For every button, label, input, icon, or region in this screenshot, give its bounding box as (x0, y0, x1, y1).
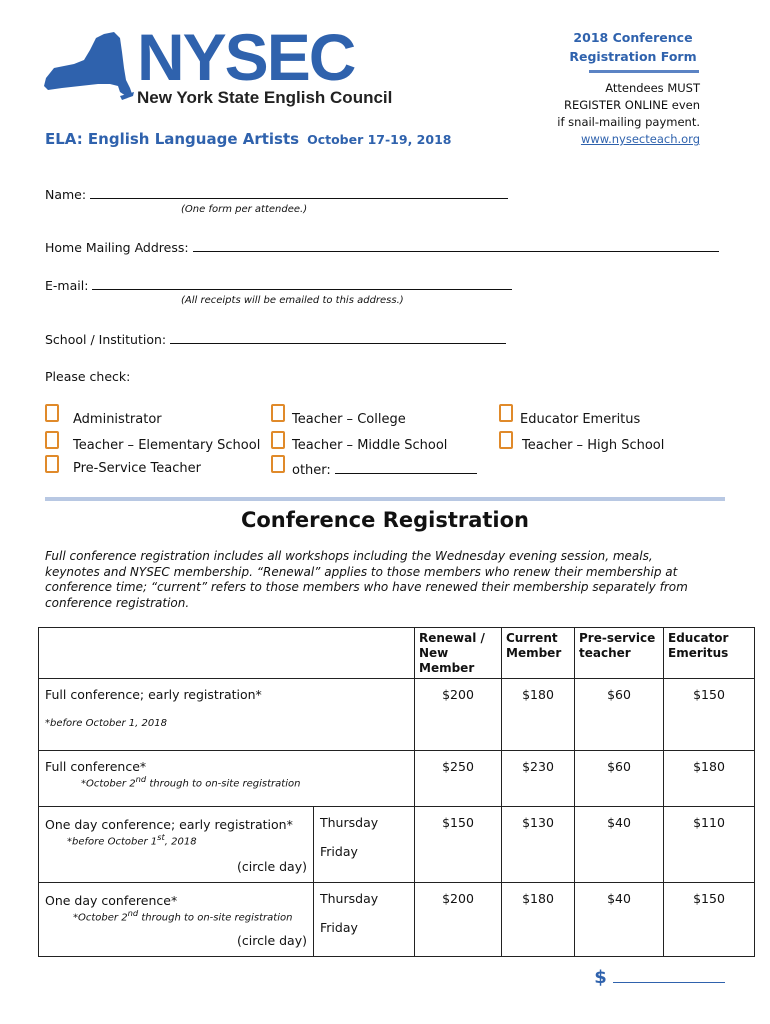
option-teacher-middle: Teacher – Middle School (292, 438, 448, 453)
school-input-line[interactable] (170, 331, 506, 344)
name-field[interactable] (45, 186, 508, 202)
table-row (39, 751, 755, 807)
col-preservice: Pre-service teacher (575, 628, 664, 679)
pricing-table (38, 627, 755, 957)
circle-day-label: (circle day) (237, 859, 307, 875)
checkbox-teacher-high[interactable] (499, 431, 513, 449)
row-label-cell (39, 883, 314, 957)
program-line (45, 130, 451, 148)
day-cell (314, 883, 415, 957)
note-text: *before October 1 (67, 836, 158, 848)
circle-day-label: (circle day) (237, 933, 307, 949)
option-teacher-college: Teacher – College (292, 412, 406, 427)
note-text: *October 2 (81, 778, 136, 790)
price-cell: $230 (502, 751, 575, 807)
note-sup: st (157, 832, 165, 842)
dollar-sign: $ (594, 967, 607, 988)
table-row (39, 883, 755, 957)
note-text: through to on-site registration (146, 778, 301, 790)
day-friday[interactable]: Friday (320, 844, 358, 859)
option-pre-service: Pre-Service Teacher (73, 461, 201, 476)
checkbox-educator-emeritus[interactable] (499, 404, 513, 422)
day-thursday[interactable]: Thursday (320, 815, 379, 830)
table-row (39, 807, 755, 883)
org-logo-text: NYSEC (137, 20, 355, 94)
checkbox-teacher-college[interactable] (271, 404, 285, 422)
email-label: E-mail: (45, 278, 89, 293)
checkbox-pre-service[interactable] (45, 455, 59, 473)
row-label-cell (39, 751, 415, 807)
note-sup: nd (135, 774, 147, 784)
row-note (67, 832, 313, 847)
website-link[interactable]: www.nysecteach.org (580, 132, 700, 146)
day-friday[interactable]: Friday (320, 920, 358, 935)
table-header-row (39, 628, 755, 679)
row-note: *before October 1, 2018 (45, 718, 167, 729)
option-teacher-elementary: Teacher – Elementary School (73, 438, 261, 453)
name-input-line[interactable] (90, 186, 508, 199)
row-label: One day conference* (45, 893, 178, 908)
price-cell: $180 (502, 883, 575, 957)
price-cell: $40 (575, 807, 664, 883)
name-hint: (One form per attendee.) (181, 204, 308, 215)
price-cell: $150 (664, 679, 755, 751)
table-row (39, 679, 755, 751)
note-sup: nd (127, 908, 139, 918)
registration-intro: Full conference registration includes all workshops including the Wednesday evening session, meals, keynotes and NYSEC membership. “Renewal” applies to those members who renew their membership at conference time; “current” refers to those members who have renewed their membership separately from conference registration. (45, 549, 688, 610)
price-cell: $150 (415, 807, 502, 883)
header-blank (39, 628, 415, 679)
row-label-cell (39, 807, 314, 883)
school-field[interactable] (45, 331, 506, 347)
price-cell: $180 (502, 679, 575, 751)
price-cell: $130 (502, 807, 575, 883)
address-input-line[interactable] (193, 239, 719, 252)
checkbox-other[interactable] (271, 455, 285, 473)
please-check-label: Please check: (45, 369, 131, 384)
price-cell: $60 (575, 751, 664, 807)
name-label: Name: (45, 187, 87, 202)
price-cell: $110 (664, 807, 755, 883)
option-other (292, 461, 477, 478)
price-cell: $200 (415, 883, 502, 957)
col-renewal-new: Renewal / New Member (415, 628, 502, 679)
option-administrator: Administrator (73, 412, 162, 427)
form-title (568, 28, 698, 66)
checkbox-teacher-middle[interactable] (271, 431, 285, 449)
option-educator-emeritus: Educator Emeritus (520, 412, 641, 427)
price-cell: $40 (575, 883, 664, 957)
note-line-3: if snail-mailing payment. (557, 115, 700, 129)
section-title: Conference Registration (240, 508, 530, 532)
row-note (73, 908, 313, 923)
row-label-cell (39, 679, 415, 751)
form-title-line-1: 2018 Conference (573, 30, 693, 45)
row-label: One day conference; early registration* (45, 817, 293, 832)
note-line-1: Attendees MUST (605, 81, 700, 95)
checkbox-teacher-elementary[interactable] (45, 431, 59, 449)
total-input-line[interactable] (613, 966, 725, 983)
email-field[interactable] (45, 277, 512, 293)
new-york-state-map-icon (40, 30, 135, 105)
price-cell: $250 (415, 751, 502, 807)
col-current: Current Member (502, 628, 575, 679)
price-cell: $60 (575, 679, 664, 751)
option-teacher-high: Teacher – High School (522, 438, 665, 453)
note-line-2: REGISTER ONLINE even (563, 98, 700, 112)
note-text: *October 2 (73, 912, 128, 924)
program-title: ELA: English Language Artists (45, 130, 300, 148)
title-divider (589, 70, 699, 73)
price-cell: $180 (664, 751, 755, 807)
day-cell (314, 807, 415, 883)
other-input-line[interactable] (335, 461, 477, 474)
org-full-name: New York State English Council (137, 88, 393, 107)
option-other-label: other: (292, 463, 331, 478)
note-text: through to on-site registration (138, 912, 293, 924)
day-thursday[interactable]: Thursday (320, 891, 379, 906)
price-cell: $150 (664, 883, 755, 957)
row-label: Full conference; early registration* (45, 687, 262, 702)
school-label: School / Institution: (45, 332, 167, 347)
row-label: Full conference* (45, 759, 147, 774)
address-label: Home Mailing Address: (45, 240, 189, 255)
checkbox-administrator[interactable] (45, 404, 59, 422)
form-title-line-2: Registration Form (569, 49, 697, 64)
section-divider (45, 497, 725, 501)
email-hint: (All receipts will be emailed to this address.) (181, 295, 404, 306)
address-field[interactable] (45, 239, 719, 255)
note-text: , 2018 (164, 836, 197, 848)
conference-dates: October 17-19, 2018 (307, 132, 452, 147)
price-cell: $200 (415, 679, 502, 751)
total-amount-field[interactable] (594, 966, 725, 988)
email-input-line[interactable] (92, 277, 512, 290)
row-note (81, 774, 414, 789)
registration-note (530, 80, 700, 148)
col-emeritus: Educator Emeritus (664, 628, 755, 679)
